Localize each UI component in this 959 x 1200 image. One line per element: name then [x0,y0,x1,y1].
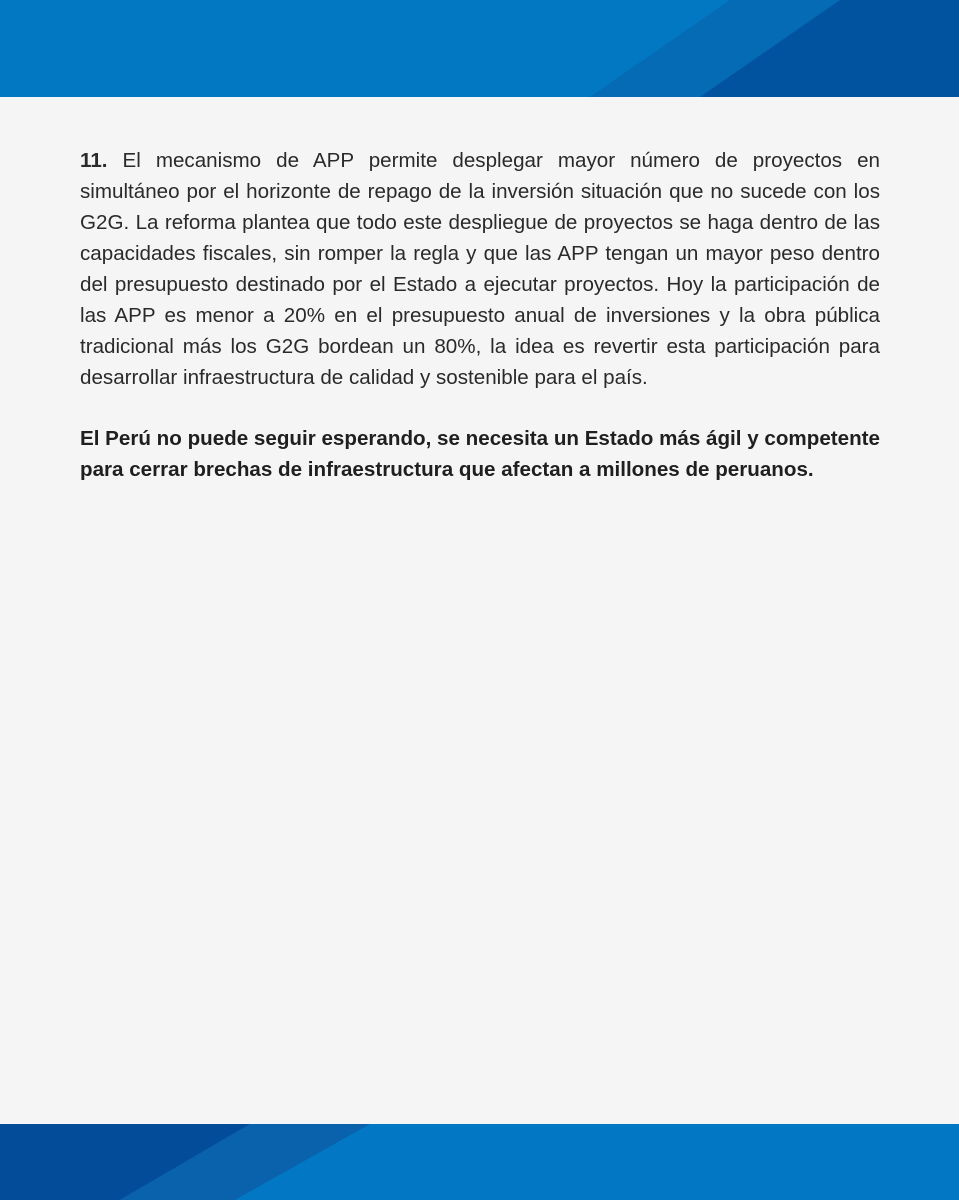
closing-statement: El Perú no puede seguir esperando, se necesita un Estado más ágil y competente para cerrar brechas de infraestructura que afectan a millones de peruanos. [80,427,880,481]
footer-band [0,1124,959,1200]
document-body [80,145,880,485]
header-band [0,0,959,97]
point-text: El mecanismo de APP permite desplegar mayor número de proyectos en simultáneo por el horizonte de repago de la inversión situación que no sucede con los G2G. La reforma plantea que todo este despliegue de proyectos se haga dentro de las capacidades fiscales, sin romper la regla y que las APP tengan un mayor peso dentro del presupuesto destinado por el Estado a ejecutar proyectos. Hoy la participación de las APP es menor a 20% en el presupuesto anual de inversiones y la obra pública tradicional más los G2G bordean un 80%, la idea es revertir esta participación para desarrollar infraestructura de calidad y sostenible para el país. [80,149,880,389]
point-number: 11. [80,149,108,172]
point-11-paragraph [80,145,880,393]
